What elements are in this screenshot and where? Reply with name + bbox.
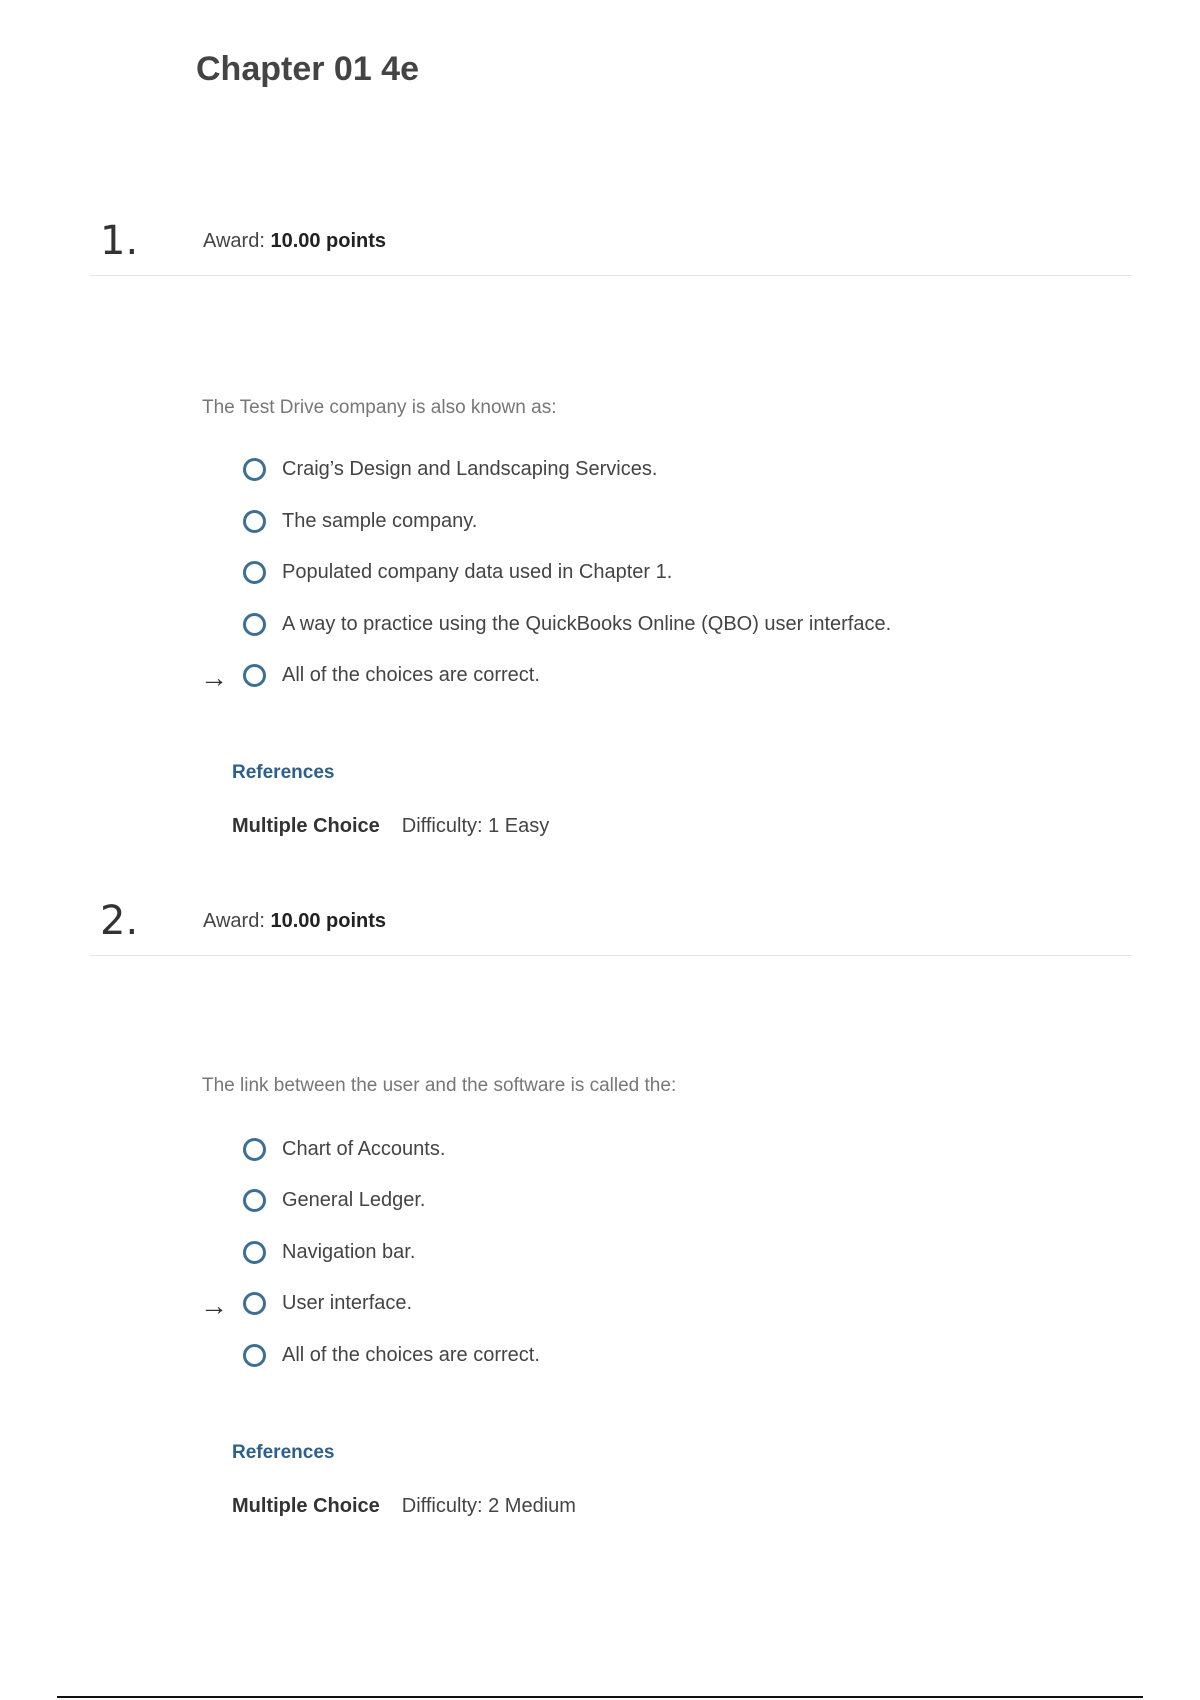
option-1-2[interactable] bbox=[200, 507, 1100, 547]
option-label: Chart of Accounts. bbox=[282, 1138, 446, 1160]
question-prompt: The Test Drive company is also known as: bbox=[202, 397, 557, 418]
award-label: Award: bbox=[203, 230, 265, 252]
award-value: 10.00 points bbox=[270, 230, 387, 252]
option-label: A way to practice using the QuickBooks Online (QBO) user interface. bbox=[282, 613, 892, 635]
question-prompt: The link between the user and the software is called the: bbox=[202, 1075, 677, 1096]
references-link[interactable]: References bbox=[232, 762, 335, 783]
radio-circle-icon[interactable] bbox=[243, 1292, 266, 1315]
question-type: Multiple Choice bbox=[232, 1495, 380, 1517]
award-label: Award: bbox=[203, 910, 265, 932]
option-label: General Ledger. bbox=[282, 1189, 426, 1211]
radio-circle-icon[interactable] bbox=[243, 613, 266, 636]
question-meta bbox=[232, 1495, 576, 1518]
radio-circle-icon[interactable] bbox=[243, 1189, 266, 1212]
radio-circle-icon[interactable] bbox=[243, 1241, 266, 1264]
question-2-header bbox=[90, 898, 1132, 958]
radio-circle-icon[interactable] bbox=[243, 458, 266, 481]
option-label: All of the choices are correct. bbox=[282, 664, 540, 686]
option-1-5[interactable] bbox=[200, 661, 1100, 701]
right-arrow-icon: → bbox=[200, 1290, 228, 1321]
page-title: Chapter 01 4e bbox=[196, 50, 419, 88]
option-2-5[interactable] bbox=[200, 1341, 1100, 1381]
radio-circle-icon[interactable] bbox=[243, 561, 266, 584]
page-bottom-rule bbox=[57, 1696, 1143, 1698]
award bbox=[203, 910, 386, 933]
right-arrow-icon: → bbox=[200, 662, 228, 693]
option-2-4[interactable] bbox=[200, 1289, 1100, 1329]
option-2-3[interactable] bbox=[200, 1238, 1100, 1278]
option-1-1[interactable] bbox=[200, 455, 1100, 495]
radio-circle-icon[interactable] bbox=[243, 664, 266, 687]
question-number: 2. bbox=[100, 898, 139, 944]
question-meta bbox=[232, 815, 549, 838]
references-link[interactable]: References bbox=[232, 1442, 335, 1463]
award bbox=[203, 230, 386, 253]
radio-circle-icon[interactable] bbox=[243, 1344, 266, 1367]
award-value: 10.00 points bbox=[270, 910, 387, 932]
option-2-2[interactable] bbox=[200, 1186, 1100, 1226]
option-label: User interface. bbox=[282, 1292, 413, 1314]
question-type: Multiple Choice bbox=[232, 815, 380, 837]
option-2-1[interactable] bbox=[200, 1135, 1100, 1175]
divider bbox=[90, 275, 1132, 276]
option-1-3[interactable] bbox=[200, 558, 1100, 598]
radio-circle-icon[interactable] bbox=[243, 510, 266, 533]
question-number: 1. bbox=[100, 218, 139, 264]
divider bbox=[90, 955, 1132, 956]
difficulty: Difficulty: 1 Easy bbox=[401, 815, 550, 837]
question-1-header bbox=[90, 218, 1132, 278]
difficulty: Difficulty: 2 Medium bbox=[401, 1495, 576, 1517]
option-label: All of the choices are correct. bbox=[282, 1344, 540, 1366]
option-1-4[interactable] bbox=[200, 610, 1100, 650]
option-label: The sample company. bbox=[282, 510, 478, 532]
option-label: Navigation bar. bbox=[282, 1241, 416, 1263]
radio-circle-icon[interactable] bbox=[243, 1138, 266, 1161]
option-label: Populated company data used in Chapter 1. bbox=[282, 561, 673, 583]
option-label: Craig’s Design and Landscaping Services. bbox=[282, 458, 658, 480]
